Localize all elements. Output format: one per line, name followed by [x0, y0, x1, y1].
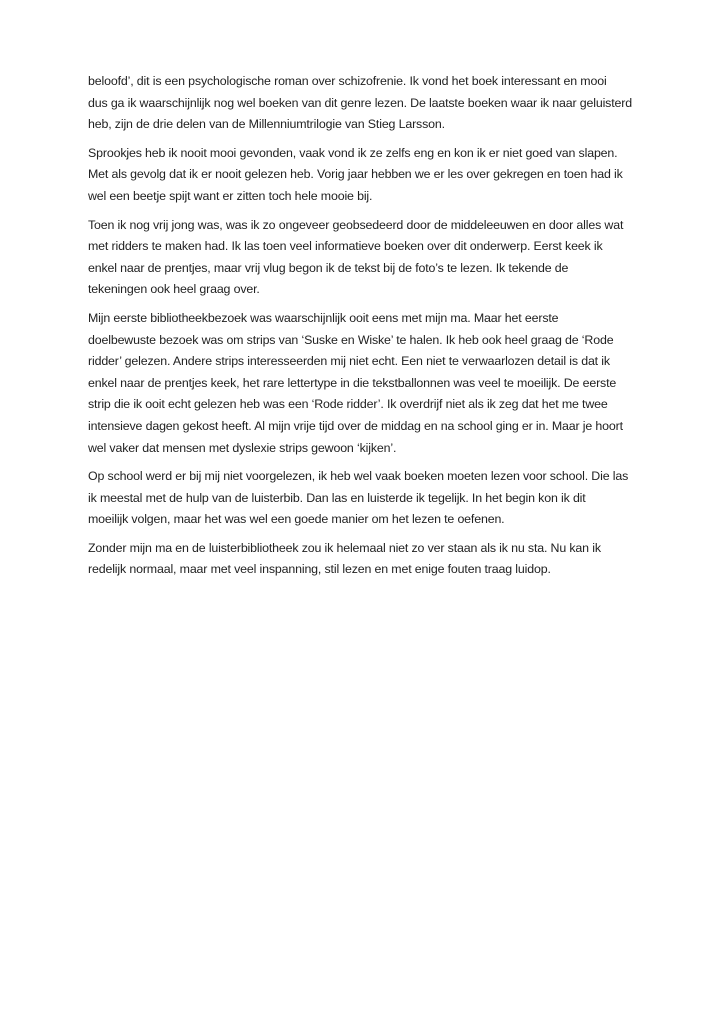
text-line: Mijn eerste bibliotheekbezoek was waarschijnlijk ooit eens met mijn ma. Maar het eerste [88, 310, 559, 325]
text-line: redelijk normaal, maar met veel inspanning, stil lezen en met enige fouten traag luidop. [88, 562, 551, 577]
paragraph-3 [88, 215, 648, 301]
paragraph-1 [88, 71, 648, 136]
document-body [88, 71, 648, 588]
paragraph-2 [88, 143, 648, 208]
paragraph-6 [88, 538, 648, 581]
text-line: Toen ik nog vrij jong was, was ik zo ongeveer geobsedeerd door de middeleeuwen en door alles wat [88, 217, 624, 232]
text-line: enkel naar de prentjes, maar vrij vlug begon ik de tekst bij de foto’s te lezen. Ik tekende de [88, 260, 569, 275]
text-line: Met als gevolg dat ik er nooit gelezen heb. Vorig jaar hebben we er les over gekregen en toen had ik [88, 167, 623, 182]
text-line: tekeningen ook heel graag over. [88, 282, 260, 297]
text-line: intensieve dagen gekost heeft. Al mijn vrije tijd over de middag en na school ging er in. Maar je hoort [88, 418, 623, 433]
text-line: enkel naar de prentjes keek, het rare lettertype in die tekstballonnen was veel te moeilijk. De eerste [88, 375, 617, 390]
text-line: wel een beetje spijt want er zitten toch hele mooie bij. [88, 188, 373, 203]
text-line: ridder’ gelezen. Andere strips interesseerden mij niet echt. Een niet te verwaarlozen detail is dat ik [88, 354, 610, 369]
text-line: Op school werd er bij mij niet voorgelezen, ik heb wel vaak boeken moeten lezen voor school. Die las [88, 469, 629, 484]
text-line: dus ga ik waarschijnlijk nog wel boeken van dit genre lezen. De laatste boeken waar ik naar geluisterd [88, 95, 632, 110]
text-line: heb, zijn de drie delen van de Millenniumtrilogie van Stieg Larsson. [88, 117, 445, 132]
text-line: Zonder mijn ma en de luisterbibliotheek zou ik helemaal niet zo ver staan als ik nu sta. Nu kan ik [88, 540, 601, 555]
text-line: strip die ik ooit echt gelezen heb was een ‘Rode ridder’. Ik overdrijf niet als ik zeg dat het me twee [88, 397, 608, 412]
text-line: met ridders te maken had. Ik las toen veel informatieve boeken over dit onderwerp. Eerst keek ik [88, 239, 603, 254]
text-line: ik meestal met de hulp van de luisterbib. Dan las en luisterde ik tegelijk. In het begin kon ik dit [88, 490, 586, 505]
text-line: doelbewuste bezoek was om strips van ‘Suske en Wiske’ te halen. Ik heb ook heel graag de ‘Rode [88, 332, 614, 347]
text-line: beloofd’, dit is een psychologische roman over schizofrenie. Ik vond het boek interessant en mooi [88, 74, 607, 88]
text-line: moeilijk volgen, maar het was wel een goede manier om het lezen te oefenen. [88, 512, 505, 527]
paragraph-4 [88, 308, 648, 459]
text-line: wel vaker dat mensen met dyslexie strips gewoon ‘kijken’. [88, 440, 397, 455]
text-line: Sprookjes heb ik nooit mooi gevonden, vaak vond ik ze zelfs eng en kon ik er niet goed van slapen. [88, 145, 618, 160]
paragraph-5 [88, 466, 648, 531]
